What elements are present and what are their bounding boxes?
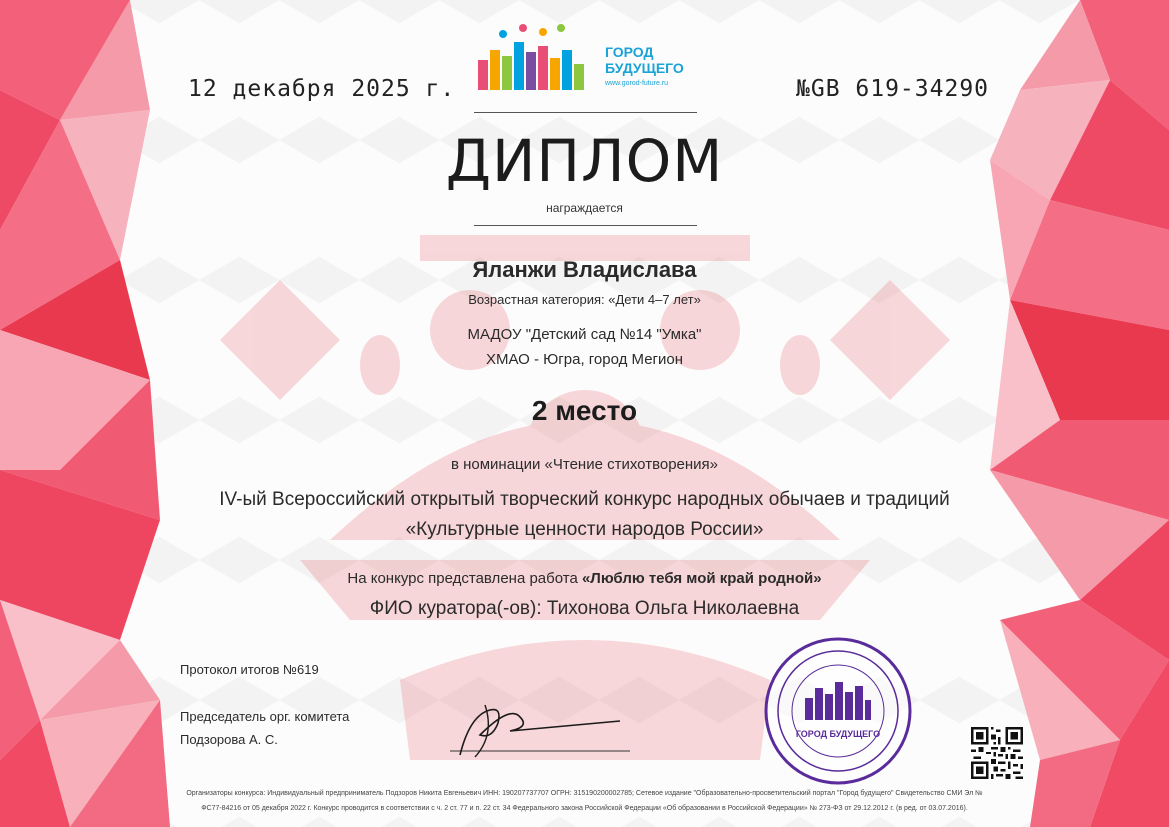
- contest-title: IV-ый Всероссийский открытый творческий конкурс народных обычаев и традиций «Культурные ценности народов России»: [219, 489, 950, 540]
- age-category: Возрастная категория: «Дети 4–7 лет»: [468, 292, 701, 307]
- divider-top: [474, 112, 697, 113]
- footer-organizers: Организаторы конкурса: Индивидуальный предприниматель Подзоров Никита Евгеньевич ИНН: 190207737707 ОГРН: 315190200002785; Сетевое издание "Образовательно-просветительский портал "Город будущего" Свидетельство СМИ Эл №: [186, 790, 983, 797]
- logo-url: www.gorod-future.ru: [605, 80, 669, 87]
- diploma-number: №GB 619-34290: [796, 76, 990, 102]
- awarded-label: награждается: [546, 201, 623, 215]
- logo-title: [605, 44, 684, 76]
- stamp-label: ГОРОД БУДУЩЕГО: [795, 729, 881, 739]
- logo-line-1: ГОРОД: [605, 44, 654, 60]
- region: ХМАО - Югра, город Мегион: [485, 351, 684, 368]
- curator: ФИО куратора(-ов): Тихонова Ольга Николаевна: [369, 598, 800, 619]
- work-prefix: На конкурс представлена работа: [347, 570, 578, 587]
- protocol-label: Протокол итогов №619: [180, 662, 319, 677]
- stamp-seal-icon: [763, 636, 913, 786]
- organization: МАДОУ "Детский сад №14 "Умка": [467, 326, 702, 343]
- logo-line-2: БУДУЩЕГО: [605, 60, 684, 76]
- qr-code-icon: [971, 727, 1023, 779]
- work-title: «Люблю тебя мой край родной»: [581, 570, 822, 587]
- work-line: [0, 570, 1169, 587]
- chair-name: Подзорова А. С.: [180, 732, 278, 747]
- footer-legal: ФС77-84216 от 05 декабря 2022 г. Конкурс проводится в соответствии с ч. 2 ст. 77 и п. 22 ст. 34 Федерального закона Российской Федерации «Об образовании в Российской Федерации» № 273-ФЗ от 29.12.2012 г. (в ред. от 03.07.2016).: [201, 805, 968, 812]
- nomination: в номинации «Чтение стихотворения»: [450, 456, 719, 473]
- chair-label: Председатель орг. комитета: [180, 709, 350, 724]
- issue-date: 12 декабря 2025 г.: [188, 76, 456, 102]
- page-title: ДИПЛОМ: [445, 127, 724, 195]
- signature-icon: [440, 695, 640, 765]
- recipient-name: Яланжи Владислава: [472, 257, 697, 282]
- divider-bottom: [474, 225, 697, 226]
- place: 2 место: [531, 395, 638, 426]
